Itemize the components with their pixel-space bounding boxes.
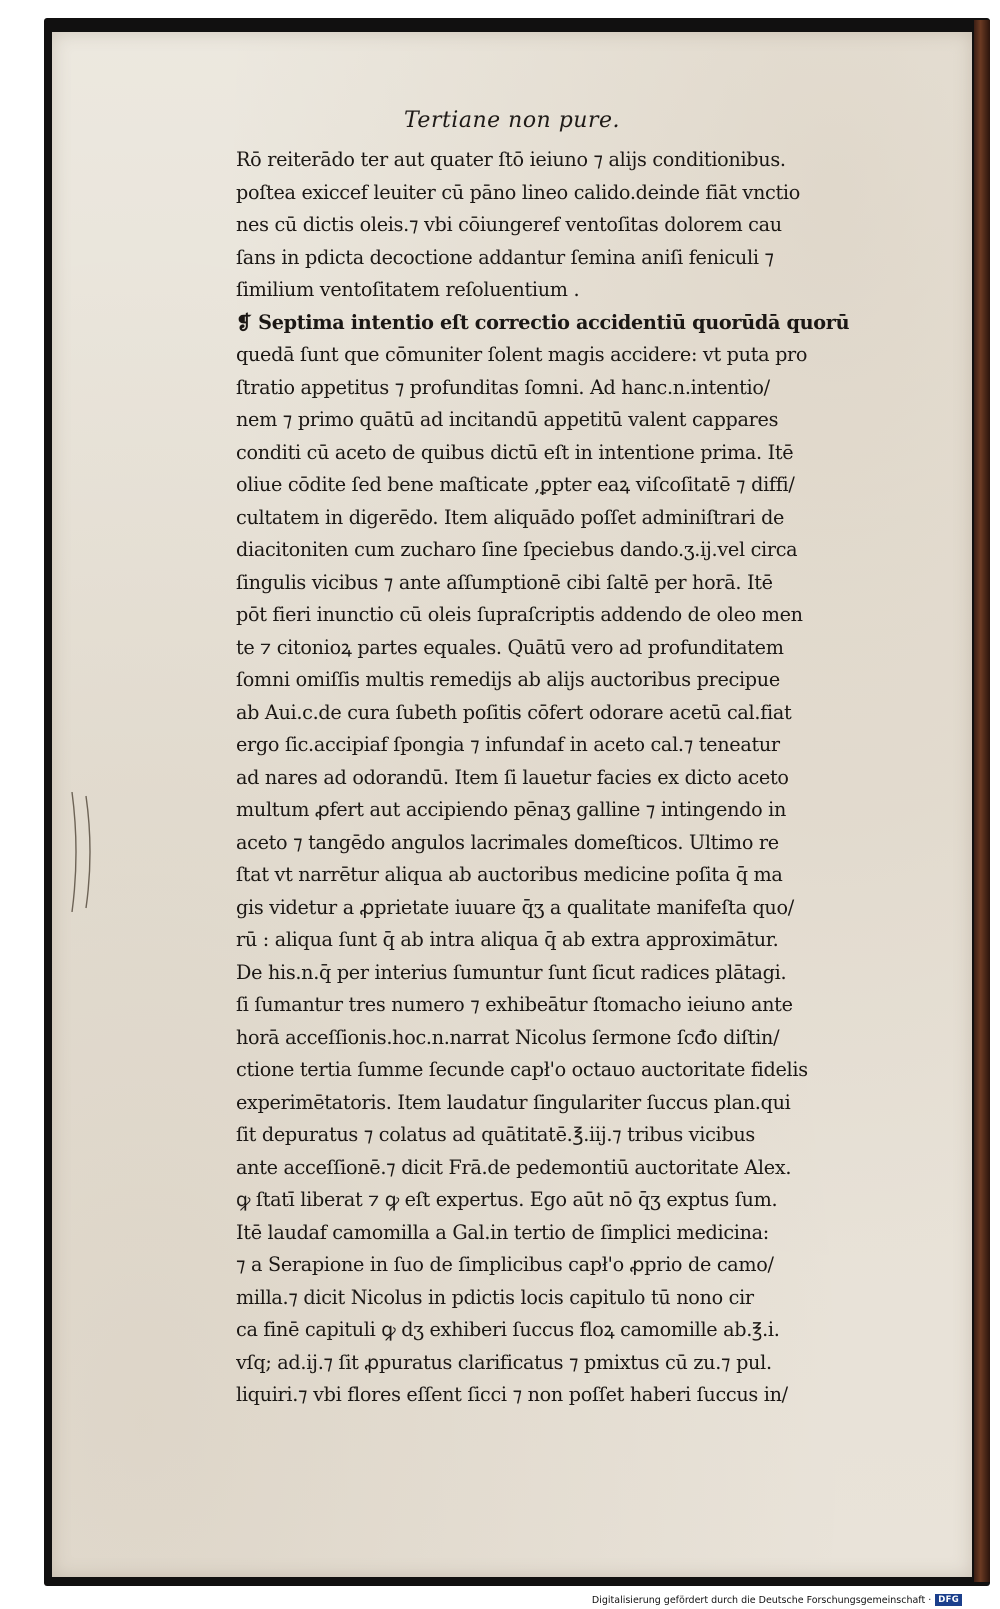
dfg-logo[interactable]: DFG — [935, 1594, 962, 1606]
text-line: pōt fieri inunctio cū oleis ſupraſcriptis addendo de oleo men — [236, 603, 803, 626]
text-line: ſtat vt narrētur aliqua ab auctoribus medicine poſita q̄ ma — [236, 863, 783, 886]
text-line: experimētatoris. Item laudatur ſingulariter ſuccus plan.qui — [236, 1090, 791, 1114]
text-line: ante acceſſionē.⁊ dicit Frā.de pedemontiū auctoritate Alex. — [236, 1155, 792, 1179]
text-line: multum ꝓfert aut accipiendo pēnaʒ galline ⁊ intingendo in — [236, 798, 787, 821]
text-line: gis videtur a ꝓprietate iuuare q̄ʒ a qualitate manifeſta quo/ — [236, 895, 794, 919]
text-line: horā acceſſionis.hoc.n.narrat Nicolus ſermone ſcđo diſtin/ — [236, 1025, 780, 1049]
text-line: Rō reiterādo ter aut quater ſtō ieiuno ⁊ alijs conditionibus. — [236, 148, 786, 171]
text-line: ſomni omiſſis multis remedijs ab alijs auctoribus precipue — [236, 668, 780, 691]
book-page — [52, 32, 972, 1577]
text-line: milla.⁊ dicit Nicolus in pdictis locis capitulo tū nono cir — [236, 1285, 754, 1309]
text-line: quedā ſunt que cōmuniter ſolent magis accidere: vt puta pro — [236, 343, 808, 366]
text-line: ad nares ad odorandū. Item ſi lauetur facies ex dicto aceto — [236, 765, 789, 789]
text-line: ſi ſumantur tres numero ⁊ exhibeātur ſtomacho ieiuno ante — [236, 993, 793, 1016]
text-line: te ⁊ citonioꝝ partes equales. Quātū vero ad profunditatem — [236, 635, 784, 659]
text-line: rū : aliqua ſunt q̄ ab intra aliqua q̄ ab extra approximātur. — [236, 928, 779, 951]
text-line: De his.n.q̄ per interius ſumuntur ſunt ſicut radices plātagi. — [236, 960, 787, 984]
gutter-fold-marks — [64, 792, 104, 912]
text-line: poſtea exiccef leuiter cū pāno lineo calido.deinde fiāt vnctio — [236, 180, 800, 204]
text-line: Itē laudaf camomilla a Gal.in tertio de ſimplici medicina: — [236, 1220, 769, 1244]
text-line: ſingulis vicibus ⁊ ante aſſumptionē cibi ſaltē per horā. Itē — [236, 570, 773, 594]
text-line: diacitoniten cum zucharo ſine ſpeciebus dando.ʒ.ij.vel circa — [236, 538, 798, 561]
body-text — [236, 144, 891, 1412]
text-line: ꝙ ſtatī liberat ⁊ ꝙ eſt expertus. Ego aūt nō q̄ʒ exptus ſum. — [236, 1188, 778, 1211]
text-line: ca finē capituli ꝙ dʒ exhiberi ſuccus floꝝ camomille ab.℥.i. — [236, 1318, 780, 1341]
running-head: Tertiane non pure. — [403, 108, 621, 133]
text-line: ⁊ a Serapione in ſuo de ſimplicibus capł'o ꝓprio de camo/ — [236, 1253, 774, 1276]
text-line: ſimilium ventoſitatem reſoluentium . — [236, 278, 580, 301]
text-line: aceto ⁊ tangēdo angulos lacrimales domeſticos. Ultimo re — [236, 830, 779, 854]
text-line: ſit depuratus ⁊ colatus ad quātitatē.℥.iij.⁊ tribus vicibus — [236, 1123, 755, 1146]
text-line: nes cū dictis oleis.⁊ vbi cōiungeref ventoſitas dolorem cau — [236, 213, 782, 236]
text-line: ſtratio appetitus ⁊ profunditas ſomni. Ad hanc.n.intentio/ — [236, 375, 770, 399]
text-line: ab Aui.c.de cura ſubeth poſitis cōfert odorare acetū cal.fiat — [236, 700, 792, 724]
text-line: liquiri.⁊ vbi flores eſſent ſicci ⁊ non poſſet haberi ſuccus in/ — [236, 1383, 788, 1406]
text-line: conditi cū aceto de quibus dictū eſt in intentione prima. Itē — [236, 440, 794, 464]
funding-credit-text: Digitalisierung gefördert durch die Deutsche Forschungsgemeinschaft · — [591, 1594, 932, 1606]
book-edge — [974, 20, 990, 1582]
footer-credit — [592, 1594, 962, 1606]
text-line-paragraph-start: ❡ Septima intentio eſt correctio accidentiū quorūdā quorū — [236, 310, 850, 334]
text-line: ctione tertia ſumme ſecunde capł'o octauo auctoritate fidelis — [236, 1058, 808, 1081]
text-line: cultatem in digerēdo. Item aliquādo poſſet adminiſtrari de — [236, 505, 785, 529]
text-line: ſans in pdicta decoctione addantur ſemina aniſi feniculi ⁊ — [236, 245, 774, 269]
text-line: oliue cōdite ſed bene maſticate ,ꝑpter eaꝝ viſcoſitatē ⁊ diffi/ — [236, 473, 795, 496]
text-line: vſq; ad.ij.⁊ ſit ꝓpuratus clarificatus ⁊ pmixtus cū zu.⁊ pul. — [236, 1350, 772, 1374]
text-line: ergo ſic.accipiaf ſpongia ⁊ infundaf in aceto cal.⁊ teneatur — [236, 733, 780, 756]
text-line: nem ⁊ primo quātū ad incitandū appetitū valent cappares — [236, 408, 779, 431]
